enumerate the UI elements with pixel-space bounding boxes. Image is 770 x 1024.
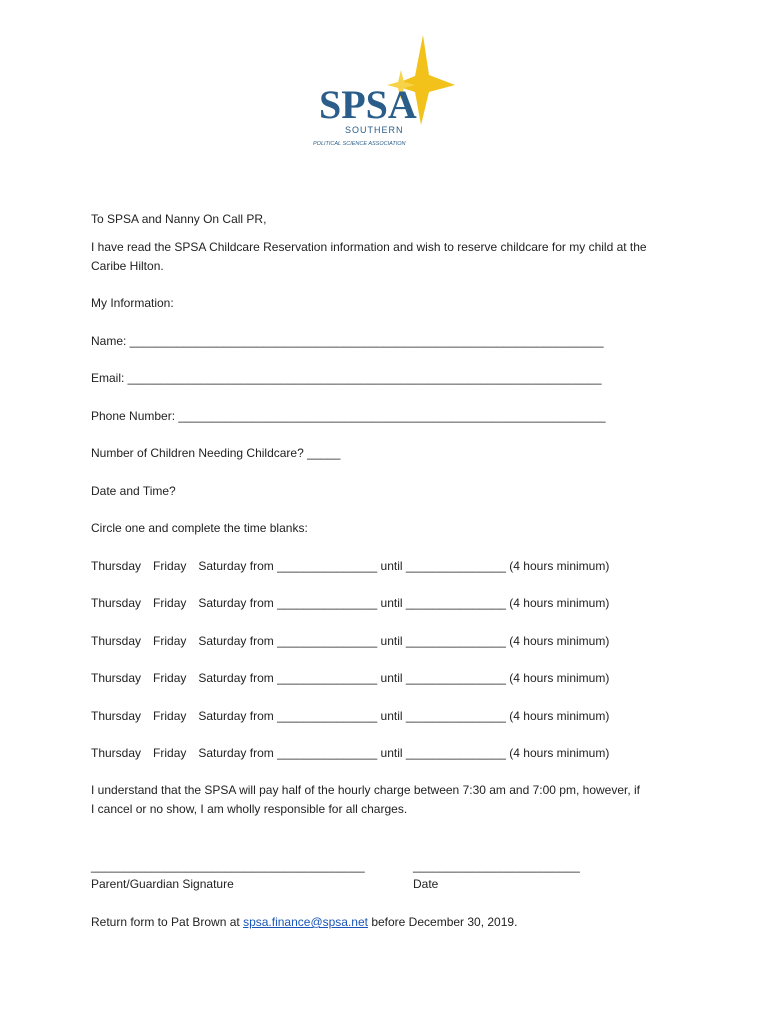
day-thursday[interactable]: Thursday: [91, 671, 142, 685]
day-saturday-range[interactable]: Saturday from _______________ until _______________ (4 hours minimum): [198, 634, 610, 648]
day-saturday-range[interactable]: Saturday from _______________ until _______________ (4 hours minimum): [198, 671, 610, 685]
day-friday[interactable]: Friday: [153, 634, 187, 648]
day-thursday[interactable]: Thursday: [91, 596, 142, 610]
signature-line[interactable]: _________________________________________: [91, 859, 365, 873]
day-friday[interactable]: Friday: [153, 559, 187, 573]
circle-instruction: Circle one and complete the time blanks:: [91, 521, 308, 535]
intro-line-1: I have read the SPSA Childcare Reservation information and wish to reserve childcare for my child at the: [91, 240, 647, 254]
time-row: [91, 634, 609, 648]
time-row: [91, 596, 609, 610]
signature-label: Parent/Guardian Signature: [91, 877, 234, 891]
spsa-logo: [305, 30, 465, 155]
time-row: [91, 746, 609, 760]
terms-line-1: I understand that the SPSA will pay half of the hourly charge between 7:30 am and 7:00 pm, however, if: [91, 783, 641, 797]
intro-line-2: Caribe Hilton.: [91, 259, 164, 273]
date-time-heading: Date and Time?: [91, 484, 176, 498]
logo-line1: SOUTHERN: [345, 125, 404, 135]
phone-field[interactable]: Phone Number: ________________________________________________________________: [91, 409, 606, 423]
star-logo-icon: [305, 30, 465, 155]
day-friday[interactable]: Friday: [153, 709, 187, 723]
day-saturday-range[interactable]: Saturday from _______________ until _______________ (4 hours minimum): [198, 746, 610, 760]
day-friday[interactable]: Friday: [153, 671, 187, 685]
logo-line2: POLITICAL SCIENCE ASSOCIATION: [313, 141, 406, 147]
day-thursday[interactable]: Thursday: [91, 746, 142, 760]
time-row: [91, 671, 609, 685]
return-prefix: Return form to Pat Brown at: [91, 915, 244, 929]
terms-line-2: I cancel or no show, I am wholly responsible for all charges.: [91, 802, 408, 816]
day-thursday[interactable]: Thursday: [91, 634, 142, 648]
return-suffix: before December 30, 2019.: [367, 915, 518, 929]
finance-email-link[interactable]: spsa.finance@spsa.net: [243, 915, 368, 929]
day-thursday[interactable]: Thursday: [91, 709, 142, 723]
day-saturday-range[interactable]: Saturday from _______________ until _______________ (4 hours minimum): [198, 559, 610, 573]
return-instruction: [91, 915, 517, 929]
salutation: To SPSA and Nanny On Call PR,: [91, 212, 267, 226]
day-thursday[interactable]: Thursday: [91, 559, 142, 573]
date-line[interactable]: _________________________: [413, 859, 580, 873]
time-row: [91, 709, 609, 723]
day-friday[interactable]: Friday: [153, 596, 187, 610]
email-field[interactable]: Email: _______________________________________________________________________: [91, 371, 602, 385]
day-saturday-range[interactable]: Saturday from _______________ until _______________ (4 hours minimum): [198, 709, 610, 723]
day-saturday-range[interactable]: Saturday from _______________ until _______________ (4 hours minimum): [198, 596, 610, 610]
time-row: [91, 559, 609, 573]
logo-wordmark: SPSA: [319, 82, 417, 127]
name-field[interactable]: Name: _______________________________________________________________________: [91, 334, 604, 348]
my-information-heading: My Information:: [91, 296, 174, 310]
children-count-field[interactable]: Number of Children Needing Childcare? _____: [91, 446, 341, 460]
day-friday[interactable]: Friday: [153, 746, 187, 760]
date-label: Date: [413, 877, 439, 891]
